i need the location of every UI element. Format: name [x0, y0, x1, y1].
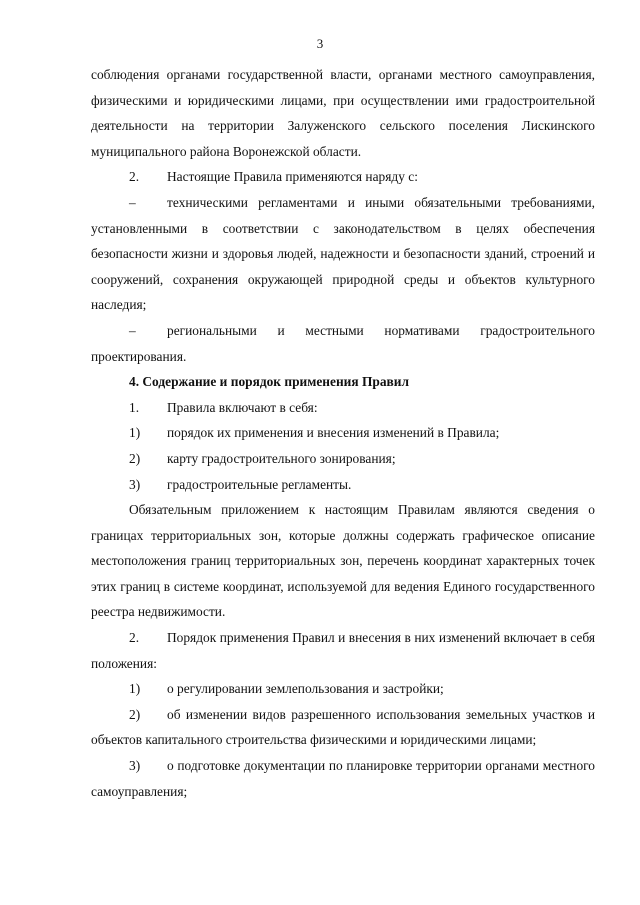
- paragraph-continuation: соблюдения органами государственной власти, органами местного самоуправления, физическими и юридическими лицами, при осуществлении ими градостроительной деятельности на территории Залуженского сельского поселения Лискинского муниципального района Воронежской области.: [91, 67, 595, 159]
- item-number: 2): [129, 706, 141, 722]
- item-text: региональными и местными нормативами градостроительного проектирования.: [91, 322, 595, 364]
- dash-item-technical-regulations: [91, 190, 595, 318]
- list-item: [91, 420, 595, 446]
- item-number: 1): [129, 681, 141, 697]
- item-text: Порядок применения Правил и внесения в них изменений включает в себя положения:: [91, 630, 595, 671]
- dash-marker: –: [129, 194, 136, 210]
- item-number: 3): [129, 476, 141, 492]
- list-item: [91, 676, 595, 702]
- item-text: техническими регламентами и иными обязательными требованиями, установленными в соответствии с законодательством в целях обеспечения безопасности жизни и здоровья людей, надежности и безопасности зданий, строений и сооружений, сохранения окружающей природной среды и объектов культурного наследия;: [91, 194, 595, 313]
- dash-item-regional-norms: [91, 318, 595, 369]
- dash-marker: –: [129, 322, 136, 338]
- list-item: [91, 753, 595, 804]
- document-body: [91, 62, 595, 804]
- item-number: 2.: [129, 169, 140, 185]
- item-number: 3): [129, 758, 141, 774]
- item-number: 1.: [129, 399, 140, 415]
- paragraph-item-1: [91, 395, 595, 421]
- paragraph-appendix: Обязательным приложением к настоящим Правилам являются сведения о границах территориальных зон, которые должны содержать графическое описание местоположения границ территориальных зон, перечень координат характерных точек этих границ в системе координат, используемой для ведения Единого государственного реестра недвижимости.: [91, 502, 595, 620]
- item-number: 2.: [129, 630, 140, 646]
- item-text: о подготовке документации по планировке территории органами местного самоуправления;: [91, 758, 595, 799]
- item-text: порядок их применения и внесения изменений в Правила;: [167, 425, 500, 441]
- section-heading: 4. Содержание и порядок применения Правил: [129, 374, 409, 390]
- list-item: [91, 702, 595, 753]
- list-item: [91, 446, 595, 472]
- item-text: об изменении видов разрешенного использования земельных участков и объектов капитального строительства физическими и юридическими лицами;: [91, 706, 595, 748]
- item-number: 2): [129, 450, 141, 466]
- paragraph-item-2: [91, 625, 595, 676]
- item-text: о регулировании землепользования и застройки;: [167, 681, 444, 697]
- list-item: [91, 472, 595, 498]
- page-number: 3: [316, 36, 324, 51]
- item-number: 1): [129, 425, 141, 441]
- item-text: Правила включают в себя:: [167, 399, 318, 415]
- item-text: градостроительные регламенты.: [167, 476, 352, 492]
- item-text: карту градостроительного зонирования;: [167, 450, 396, 466]
- paragraph-item-2: [91, 164, 595, 190]
- item-text: Настоящие Правила применяются наряду с:: [167, 169, 418, 185]
